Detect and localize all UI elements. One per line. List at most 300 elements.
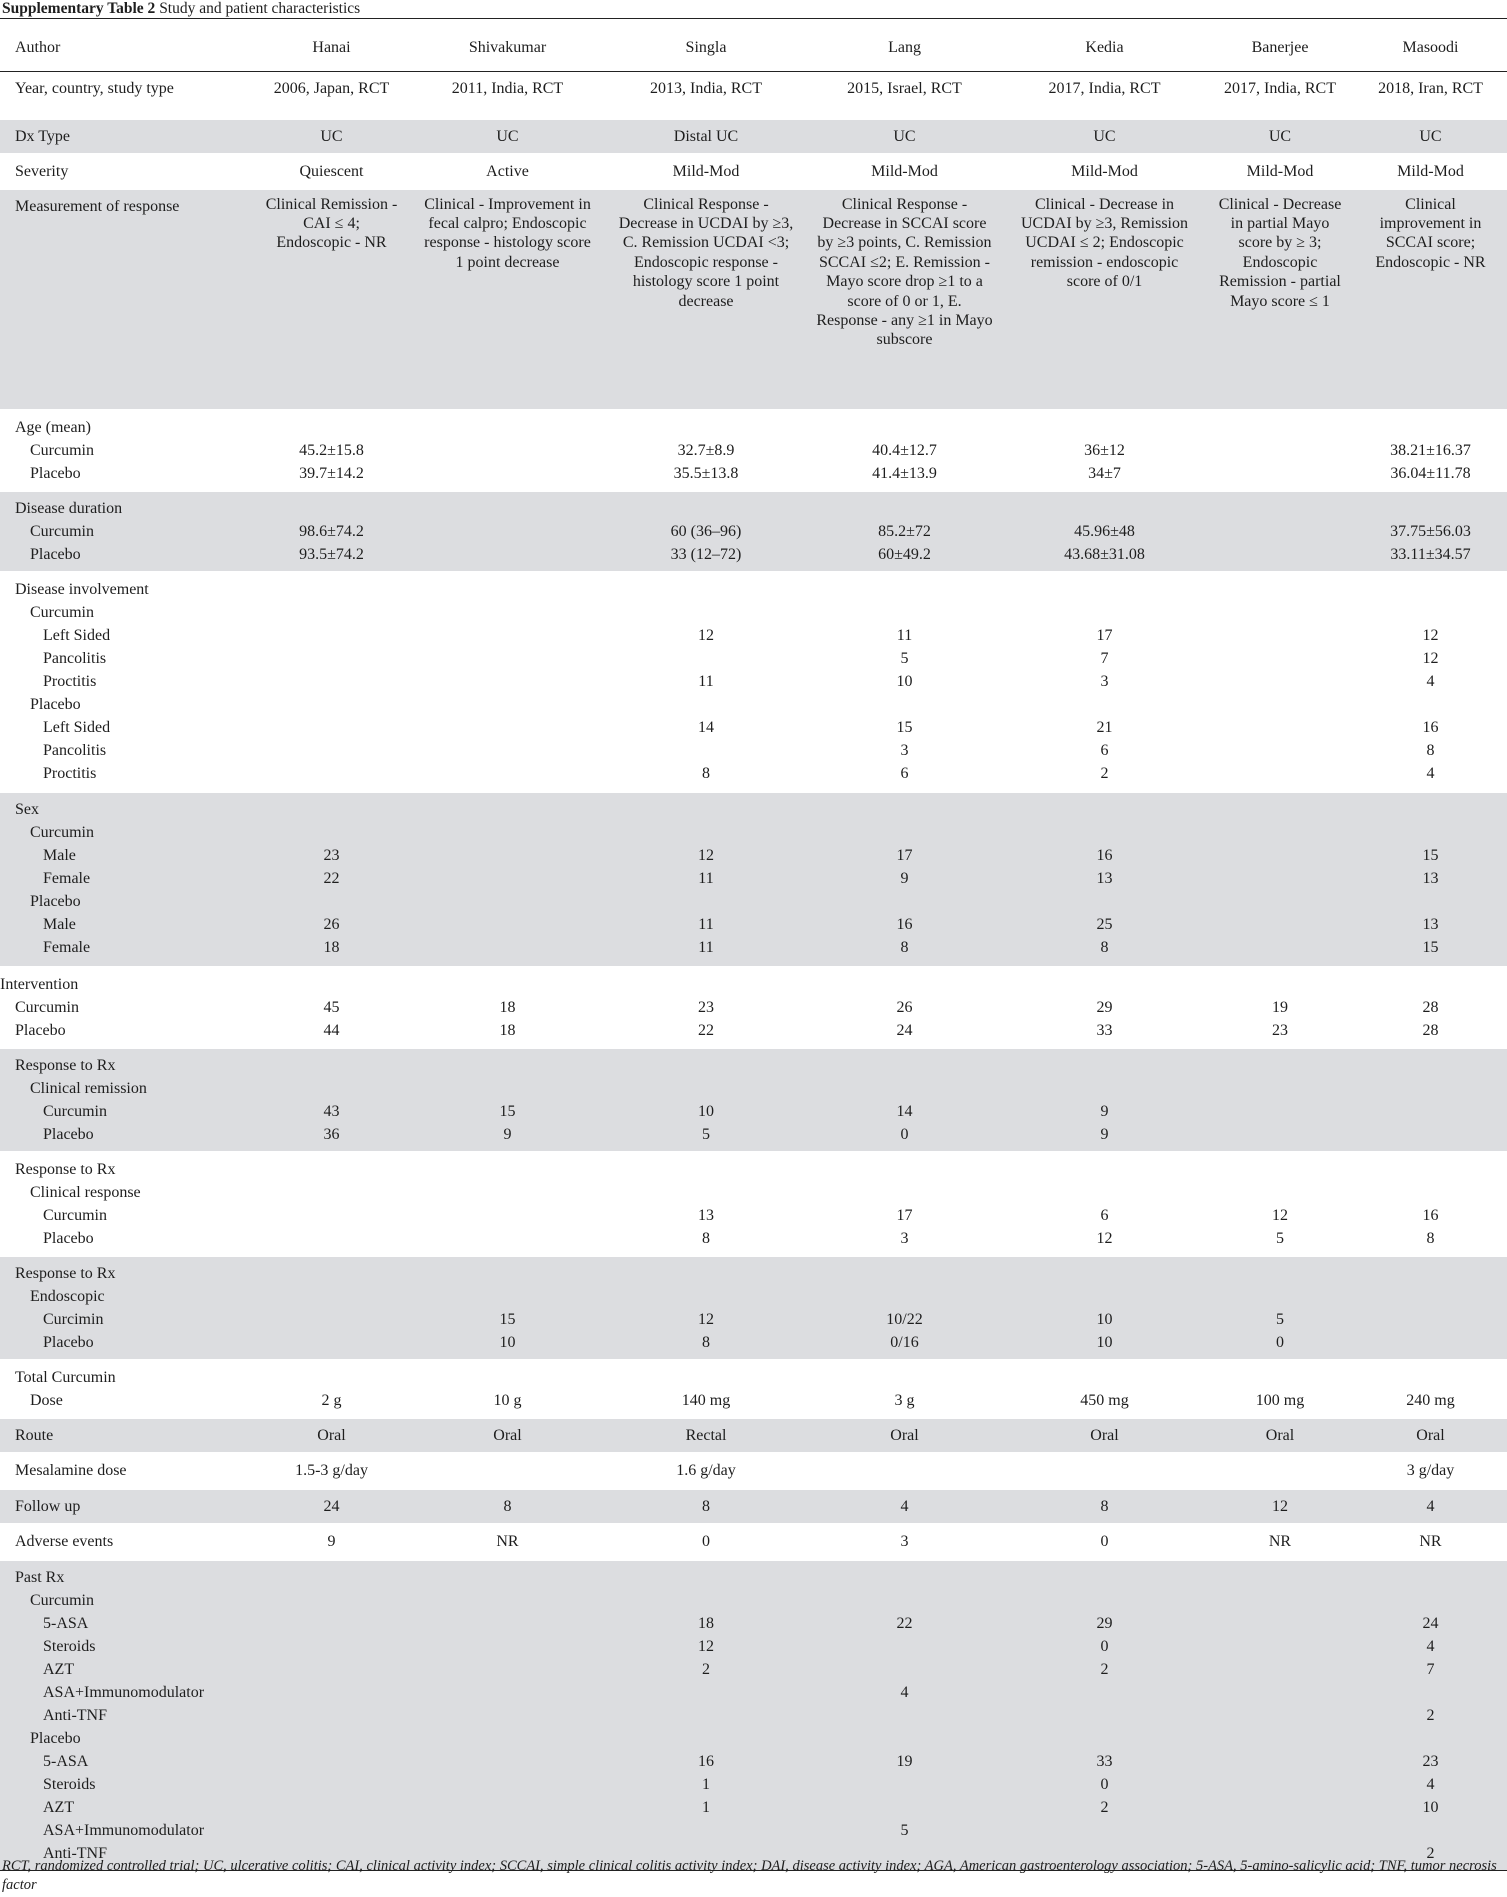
cell-value: 2018, Iran, RCT bbox=[1378, 80, 1483, 97]
cell-spacer bbox=[1354, 973, 1507, 996]
cell-value bbox=[806, 890, 1003, 913]
cell-value: 15 bbox=[1422, 938, 1439, 956]
table-cell bbox=[806, 1256, 1003, 1360]
cell-value: 29 bbox=[1096, 1614, 1113, 1632]
cell-value bbox=[409, 1227, 606, 1250]
table-cell bbox=[1003, 1256, 1206, 1360]
table-cell bbox=[806, 1418, 1003, 1453]
cell-value: 37.75±56.03 bbox=[1390, 522, 1471, 540]
row-sublabel: Anti-TNF bbox=[43, 1706, 107, 1724]
table-cell bbox=[606, 1524, 806, 1560]
table-cell bbox=[606, 410, 806, 491]
cell-value bbox=[1206, 520, 1354, 543]
cell-value: 43.68±31.08 bbox=[1064, 545, 1145, 563]
table-cell bbox=[806, 1453, 1003, 1489]
cell-value bbox=[409, 1285, 606, 1308]
cell-value: 4 bbox=[900, 1683, 909, 1701]
cell-spacer bbox=[1003, 1158, 1206, 1181]
cell-value: 10 bbox=[698, 1102, 714, 1120]
cell-value: Distal UC bbox=[673, 127, 739, 145]
cell-value: 13 bbox=[698, 1206, 714, 1224]
cell-value bbox=[254, 1773, 409, 1796]
cell-spacer bbox=[1206, 1054, 1354, 1077]
cell-value: 3 bbox=[900, 1532, 909, 1550]
cell-value: 1 bbox=[702, 1775, 710, 1793]
cell-spacer bbox=[606, 973, 806, 996]
cell-value bbox=[1206, 1727, 1354, 1750]
column-header: Hanai bbox=[254, 19, 409, 72]
cell-value bbox=[806, 601, 1003, 624]
table-cell bbox=[606, 1360, 806, 1418]
cell-value: 1.5-3 g/day bbox=[295, 1461, 368, 1479]
cell-spacer bbox=[409, 1158, 606, 1181]
row-label-cell bbox=[0, 1048, 254, 1152]
row-label: Mesalamine dose bbox=[15, 1461, 127, 1479]
table-cell bbox=[1206, 1048, 1354, 1152]
table-body bbox=[0, 72, 1507, 1871]
cell-value bbox=[1206, 890, 1354, 913]
row-sublabel: Curcumin bbox=[30, 603, 94, 621]
cell-value: 19 bbox=[896, 1752, 913, 1770]
cell-value bbox=[409, 1181, 606, 1204]
cell-value: 23 bbox=[1272, 1021, 1288, 1039]
cell-value bbox=[254, 1819, 409, 1842]
caption-text: Study and patient characteristics bbox=[155, 0, 361, 17]
row-sublabel: Placebo bbox=[15, 1021, 66, 1039]
cell-value: 4 bbox=[1426, 1637, 1435, 1655]
table-cell bbox=[409, 119, 606, 154]
cell-value bbox=[1003, 1704, 1206, 1727]
cell-value bbox=[606, 1819, 806, 1842]
cell-value: 13 bbox=[1096, 869, 1113, 887]
cell-value bbox=[1206, 1100, 1354, 1123]
table-footnote: RCT, randomized controlled trial; UC, ulcerative colitis; CAI, clinical activity index; SCCAI, simple clinical colitis activity index; DAI, disease activity index; AGA, American gastroenterology association; 5-ASA, 5-amino-salicylic acid; TNF, tumor necrosis factor bbox=[2, 1858, 1497, 1893]
cell-value bbox=[254, 1750, 409, 1773]
column-header: Lang bbox=[806, 19, 1003, 72]
cell-value: 18 bbox=[499, 1021, 516, 1039]
table-cell bbox=[1354, 1489, 1507, 1524]
cell-spacer bbox=[606, 416, 806, 439]
cell-value: 13 bbox=[1422, 915, 1439, 933]
cell-value: 45 bbox=[323, 998, 340, 1016]
cell-value bbox=[806, 693, 1003, 716]
table-cell bbox=[254, 189, 409, 410]
cell-value bbox=[806, 1181, 1003, 1204]
cell-spacer bbox=[606, 798, 806, 821]
table-cell bbox=[254, 792, 409, 967]
cell-value bbox=[606, 1589, 806, 1612]
cell-value: 35.5±13.8 bbox=[673, 464, 739, 482]
cell-value bbox=[1206, 1123, 1354, 1146]
row-sublabel: Curcumin bbox=[30, 823, 94, 841]
table-cell bbox=[1003, 1453, 1206, 1489]
cell-value: Clinical - Decrease in partial Mayo score by ≥ 3; Endoscopic Remission - partial Mayo score ≤ 1 bbox=[1218, 195, 1342, 310]
cell-value: Oral bbox=[493, 1426, 522, 1444]
table-cell bbox=[409, 1489, 606, 1524]
cell-spacer bbox=[1354, 798, 1507, 821]
table-cell bbox=[1003, 491, 1206, 572]
cell-value: UC bbox=[893, 127, 916, 145]
cell-spacer bbox=[606, 1262, 806, 1285]
cell-value: 23 bbox=[323, 846, 340, 864]
cell-spacer bbox=[1003, 1262, 1206, 1285]
cell-value: 10 bbox=[1096, 1333, 1113, 1351]
cell-spacer bbox=[1206, 1158, 1354, 1181]
cell-value bbox=[1354, 1681, 1507, 1704]
cell-value: 15 bbox=[499, 1102, 516, 1120]
table-cell bbox=[1206, 1152, 1354, 1256]
table-cell bbox=[1003, 967, 1206, 1048]
table-cell bbox=[1354, 410, 1507, 491]
cell-spacer bbox=[254, 1158, 409, 1181]
table-cell bbox=[1354, 792, 1507, 967]
cell-spacer bbox=[409, 798, 606, 821]
cell-value: Oral bbox=[1265, 1426, 1295, 1444]
cell-value: 3 bbox=[900, 1229, 909, 1247]
cell-value bbox=[1003, 693, 1206, 716]
cell-value: Mild-Mod bbox=[672, 162, 740, 180]
cell-value bbox=[1206, 1750, 1354, 1773]
row-label: Severity bbox=[15, 162, 69, 180]
cell-value: 10/22 bbox=[886, 1310, 923, 1328]
cell-value bbox=[606, 693, 806, 716]
cell-value: 14 bbox=[896, 1102, 913, 1120]
cell-value bbox=[606, 821, 806, 844]
table-row-total bbox=[0, 1360, 1507, 1418]
row-sublabel: Clinical remission bbox=[30, 1079, 147, 1097]
cell-spacer bbox=[254, 973, 409, 996]
row-label: Response to Rx bbox=[15, 1056, 116, 1074]
cell-value bbox=[806, 1285, 1003, 1308]
cell-value bbox=[254, 647, 409, 670]
row-sublabel: Placebo bbox=[30, 695, 81, 713]
row-sublabel: 5-ASA bbox=[43, 1752, 89, 1770]
row-sublabel: Placebo bbox=[30, 545, 81, 563]
cell-value bbox=[1206, 693, 1354, 716]
row-sublabel: Curcimin bbox=[43, 1310, 104, 1328]
row-sublabel: Male bbox=[43, 846, 76, 864]
cell-value: 10 g bbox=[493, 1391, 522, 1409]
cell-value bbox=[1354, 1181, 1507, 1204]
cell-value: 16 bbox=[1422, 718, 1439, 736]
table-cell bbox=[1354, 1453, 1507, 1489]
cell-value bbox=[1206, 1681, 1354, 1704]
cell-spacer bbox=[1354, 1566, 1507, 1589]
table-cell bbox=[1003, 72, 1206, 119]
cell-value: 0 bbox=[1276, 1333, 1284, 1351]
table-cell bbox=[806, 189, 1003, 410]
cell-value bbox=[409, 1819, 606, 1842]
row-label: Adverse events bbox=[15, 1532, 114, 1550]
row-sublabel: Curcumin bbox=[15, 998, 79, 1016]
table-cell bbox=[1354, 1360, 1507, 1418]
cell-value: 2006, Japan, RCT bbox=[273, 80, 390, 97]
cell-value: 11 bbox=[698, 915, 714, 933]
cell-value bbox=[254, 1227, 409, 1250]
row-label-cell bbox=[0, 792, 254, 967]
cell-spacer bbox=[254, 1566, 409, 1589]
table-cell bbox=[1003, 1152, 1206, 1256]
cell-value: 36±12 bbox=[1084, 441, 1125, 459]
cell-value: UC bbox=[1268, 127, 1292, 145]
cell-value: 60 (36–96) bbox=[670, 522, 742, 540]
table-cell bbox=[806, 1152, 1003, 1256]
table-row-resp-remission bbox=[0, 1048, 1507, 1152]
cell-value: 0 bbox=[702, 1532, 710, 1550]
cell-value: 23 bbox=[698, 998, 714, 1016]
table-row-mesalamine bbox=[0, 1453, 1507, 1489]
cell-value: 5 bbox=[900, 649, 909, 667]
table-cell bbox=[409, 1360, 606, 1418]
cell-value: Oral bbox=[1090, 1426, 1119, 1444]
cell-spacer bbox=[1206, 1566, 1354, 1589]
cell-value: NR bbox=[1268, 1532, 1292, 1550]
row-label-cell bbox=[0, 1152, 254, 1256]
row-sublabel: Male bbox=[43, 915, 76, 933]
cell-value: 45.96±48 bbox=[1074, 522, 1135, 540]
cell-value bbox=[1003, 821, 1206, 844]
cell-spacer bbox=[1354, 416, 1507, 439]
table-cell bbox=[1354, 154, 1507, 189]
cell-value bbox=[1206, 670, 1354, 693]
row-sublabel: AZT bbox=[43, 1660, 75, 1678]
cell-value: 5 bbox=[900, 1821, 909, 1839]
cell-value: 2 bbox=[1100, 1660, 1109, 1678]
cell-value bbox=[1206, 1285, 1354, 1308]
cell-spacer bbox=[409, 578, 606, 601]
table-cell bbox=[1206, 1560, 1354, 1871]
cell-value: 36.04±11.78 bbox=[1390, 464, 1471, 482]
cell-value: 18 bbox=[499, 998, 516, 1016]
cell-value bbox=[409, 543, 606, 566]
cell-value bbox=[409, 462, 606, 485]
cell-value: 2 g bbox=[321, 1391, 342, 1409]
cell-value bbox=[409, 1459, 606, 1482]
cell-value bbox=[254, 1589, 409, 1612]
cell-value: Oral bbox=[890, 1426, 919, 1444]
cell-value: 10 bbox=[1096, 1310, 1113, 1328]
table-row-measurement bbox=[0, 189, 1507, 410]
column-header: Banerjee bbox=[1206, 19, 1354, 72]
cell-value: 12 bbox=[698, 846, 714, 864]
cell-value: 26 bbox=[896, 998, 913, 1016]
cell-value: 0 bbox=[1100, 1532, 1109, 1550]
cell-value bbox=[1206, 462, 1354, 485]
cell-value: 12 bbox=[1272, 1497, 1288, 1515]
row-label-cell bbox=[0, 154, 254, 189]
cell-value bbox=[1003, 1727, 1206, 1750]
cell-value bbox=[1206, 1589, 1354, 1612]
cell-value bbox=[806, 1635, 1003, 1658]
row-sublabel: Steroids bbox=[43, 1775, 96, 1793]
cell-value: 9 bbox=[1100, 1102, 1109, 1120]
table-cell bbox=[606, 1152, 806, 1256]
cell-spacer bbox=[606, 1566, 806, 1589]
cell-value bbox=[1354, 693, 1507, 716]
cell-value: 12 bbox=[1422, 649, 1439, 667]
cell-spacer bbox=[806, 1566, 1003, 1589]
cell-spacer bbox=[409, 1366, 606, 1389]
table-cell bbox=[1206, 491, 1354, 572]
cell-value bbox=[1354, 1819, 1507, 1842]
cell-spacer bbox=[1206, 578, 1354, 601]
table-cell bbox=[409, 1152, 606, 1256]
row-sublabel: ASA+Immunomodulator bbox=[43, 1683, 205, 1701]
table-cell bbox=[409, 792, 606, 967]
cell-spacer bbox=[254, 798, 409, 821]
table-cell bbox=[409, 491, 606, 572]
cell-value bbox=[1003, 1459, 1206, 1482]
cell-value: 12 bbox=[1272, 1206, 1288, 1224]
cell-value bbox=[254, 739, 409, 762]
row-label: Response to Rx bbox=[15, 1264, 116, 1282]
cell-value bbox=[1354, 1285, 1507, 1308]
cell-value: 8 bbox=[1426, 741, 1435, 759]
cell-spacer bbox=[409, 497, 606, 520]
cell-value bbox=[254, 624, 409, 647]
row-label: Measurement of response bbox=[15, 197, 180, 215]
row-label: Year, country, study type bbox=[15, 80, 174, 97]
cell-value bbox=[254, 762, 409, 785]
cell-value: 1 bbox=[702, 1798, 710, 1816]
table-cell bbox=[1003, 154, 1206, 189]
table-row-severity bbox=[0, 154, 1507, 189]
cell-value bbox=[1206, 739, 1354, 762]
row-label: Total Curcumin bbox=[15, 1368, 116, 1386]
cell-value: 34±7 bbox=[1088, 464, 1121, 482]
cell-value: 5 bbox=[1276, 1229, 1284, 1247]
cell-value: 12 bbox=[698, 1637, 714, 1655]
cell-value: 6 bbox=[1100, 741, 1109, 759]
cell-value: 0 bbox=[1100, 1775, 1109, 1793]
cell-spacer bbox=[806, 1054, 1003, 1077]
cell-value bbox=[806, 1459, 1003, 1482]
table-cell bbox=[409, 1048, 606, 1152]
cell-value bbox=[606, 1181, 806, 1204]
cell-value bbox=[806, 821, 1003, 844]
cell-value: 9 bbox=[900, 869, 909, 887]
cell-spacer bbox=[606, 578, 806, 601]
cell-value: 10 bbox=[499, 1333, 516, 1351]
cell-value: 3 g/day bbox=[1406, 1461, 1455, 1479]
row-sublabel: Left Sided bbox=[43, 718, 111, 736]
table-cell bbox=[1206, 1489, 1354, 1524]
cell-value: 8 bbox=[1100, 1497, 1109, 1515]
cell-value: 5 bbox=[702, 1125, 710, 1143]
row-label-cell bbox=[0, 1489, 254, 1524]
table-cell bbox=[806, 1048, 1003, 1152]
cell-value bbox=[409, 647, 606, 670]
cell-value bbox=[254, 1681, 409, 1704]
cell-value: 28 bbox=[1422, 998, 1439, 1016]
cell-spacer bbox=[254, 1366, 409, 1389]
cell-value bbox=[1354, 1077, 1507, 1100]
row-label-cell bbox=[0, 1418, 254, 1453]
cell-value bbox=[806, 1658, 1003, 1681]
table-cell bbox=[606, 189, 806, 410]
cell-value bbox=[1003, 1285, 1206, 1308]
table-cell bbox=[606, 1418, 806, 1453]
cell-value bbox=[606, 890, 806, 913]
cell-value: Mild-Mod bbox=[1246, 162, 1314, 180]
cell-value: 43 bbox=[323, 1102, 340, 1120]
cell-value bbox=[409, 520, 606, 543]
table-row-duration bbox=[0, 491, 1507, 572]
cell-value: 36 bbox=[323, 1125, 340, 1143]
cell-value bbox=[1206, 936, 1354, 959]
table-cell bbox=[254, 491, 409, 572]
table-row-route bbox=[0, 1418, 1507, 1453]
row-label-cell bbox=[0, 967, 254, 1048]
cell-value: UC bbox=[496, 127, 519, 145]
cell-value: 16 bbox=[896, 915, 913, 933]
cell-value bbox=[409, 821, 606, 844]
cell-value bbox=[806, 1796, 1003, 1819]
cell-value: 8 bbox=[503, 1497, 512, 1515]
cell-value: Oral bbox=[317, 1426, 346, 1444]
cell-value: 10 bbox=[1422, 1798, 1439, 1816]
cell-value bbox=[1003, 890, 1206, 913]
cell-spacer bbox=[806, 497, 1003, 520]
table-cell bbox=[1354, 967, 1507, 1048]
cell-value bbox=[409, 693, 606, 716]
column-header: Shivakumar bbox=[409, 19, 606, 72]
row-label: Disease duration bbox=[15, 499, 123, 517]
cell-spacer bbox=[254, 1262, 409, 1285]
cell-value: 2 bbox=[1100, 764, 1109, 782]
cell-value: Rectal bbox=[685, 1426, 727, 1444]
table-cell bbox=[1003, 1360, 1206, 1418]
cell-value: 14 bbox=[698, 718, 714, 736]
cell-value: Mild-Mod bbox=[871, 162, 938, 180]
cell-spacer bbox=[606, 497, 806, 520]
table-cell bbox=[1206, 119, 1354, 154]
table-cell bbox=[1206, 792, 1354, 967]
table-cell bbox=[1003, 189, 1206, 410]
cell-value bbox=[1003, 1819, 1206, 1842]
cell-value: 60±49.2 bbox=[878, 545, 931, 563]
table-cell bbox=[409, 1560, 606, 1871]
table-cell bbox=[1003, 119, 1206, 154]
row-label-cell bbox=[0, 1360, 254, 1418]
cell-value: 33 bbox=[1096, 1021, 1113, 1039]
cell-value bbox=[606, 1704, 806, 1727]
table-cell bbox=[254, 967, 409, 1048]
table-cell bbox=[254, 572, 409, 792]
cell-value: 12 bbox=[1096, 1229, 1113, 1247]
cell-value: Mild-Mod bbox=[1071, 162, 1138, 180]
cell-value bbox=[409, 936, 606, 959]
cell-value bbox=[606, 601, 806, 624]
table-cell bbox=[254, 72, 409, 119]
row-label: Intervention bbox=[0, 975, 79, 993]
cell-value: Clinical - Improvement in fecal calpro; Endoscopic response - histology score 1 point decrease bbox=[424, 195, 591, 271]
cell-value: 12 bbox=[698, 1310, 714, 1328]
cell-value: 28 bbox=[1422, 1021, 1439, 1039]
cell-value bbox=[254, 601, 409, 624]
table-caption bbox=[2, 0, 360, 18]
cell-value: Quiescent bbox=[299, 162, 364, 180]
table-cell bbox=[806, 119, 1003, 154]
cell-value bbox=[254, 890, 409, 913]
cell-value: 140 mg bbox=[681, 1391, 731, 1409]
cell-value bbox=[1354, 890, 1507, 913]
cell-value: 93.5±74.2 bbox=[299, 545, 364, 563]
table-cell bbox=[806, 491, 1003, 572]
table-row-followup bbox=[0, 1489, 1507, 1524]
row-label: Response to Rx bbox=[15, 1160, 116, 1178]
row-sublabel: Placebo bbox=[30, 892, 81, 910]
